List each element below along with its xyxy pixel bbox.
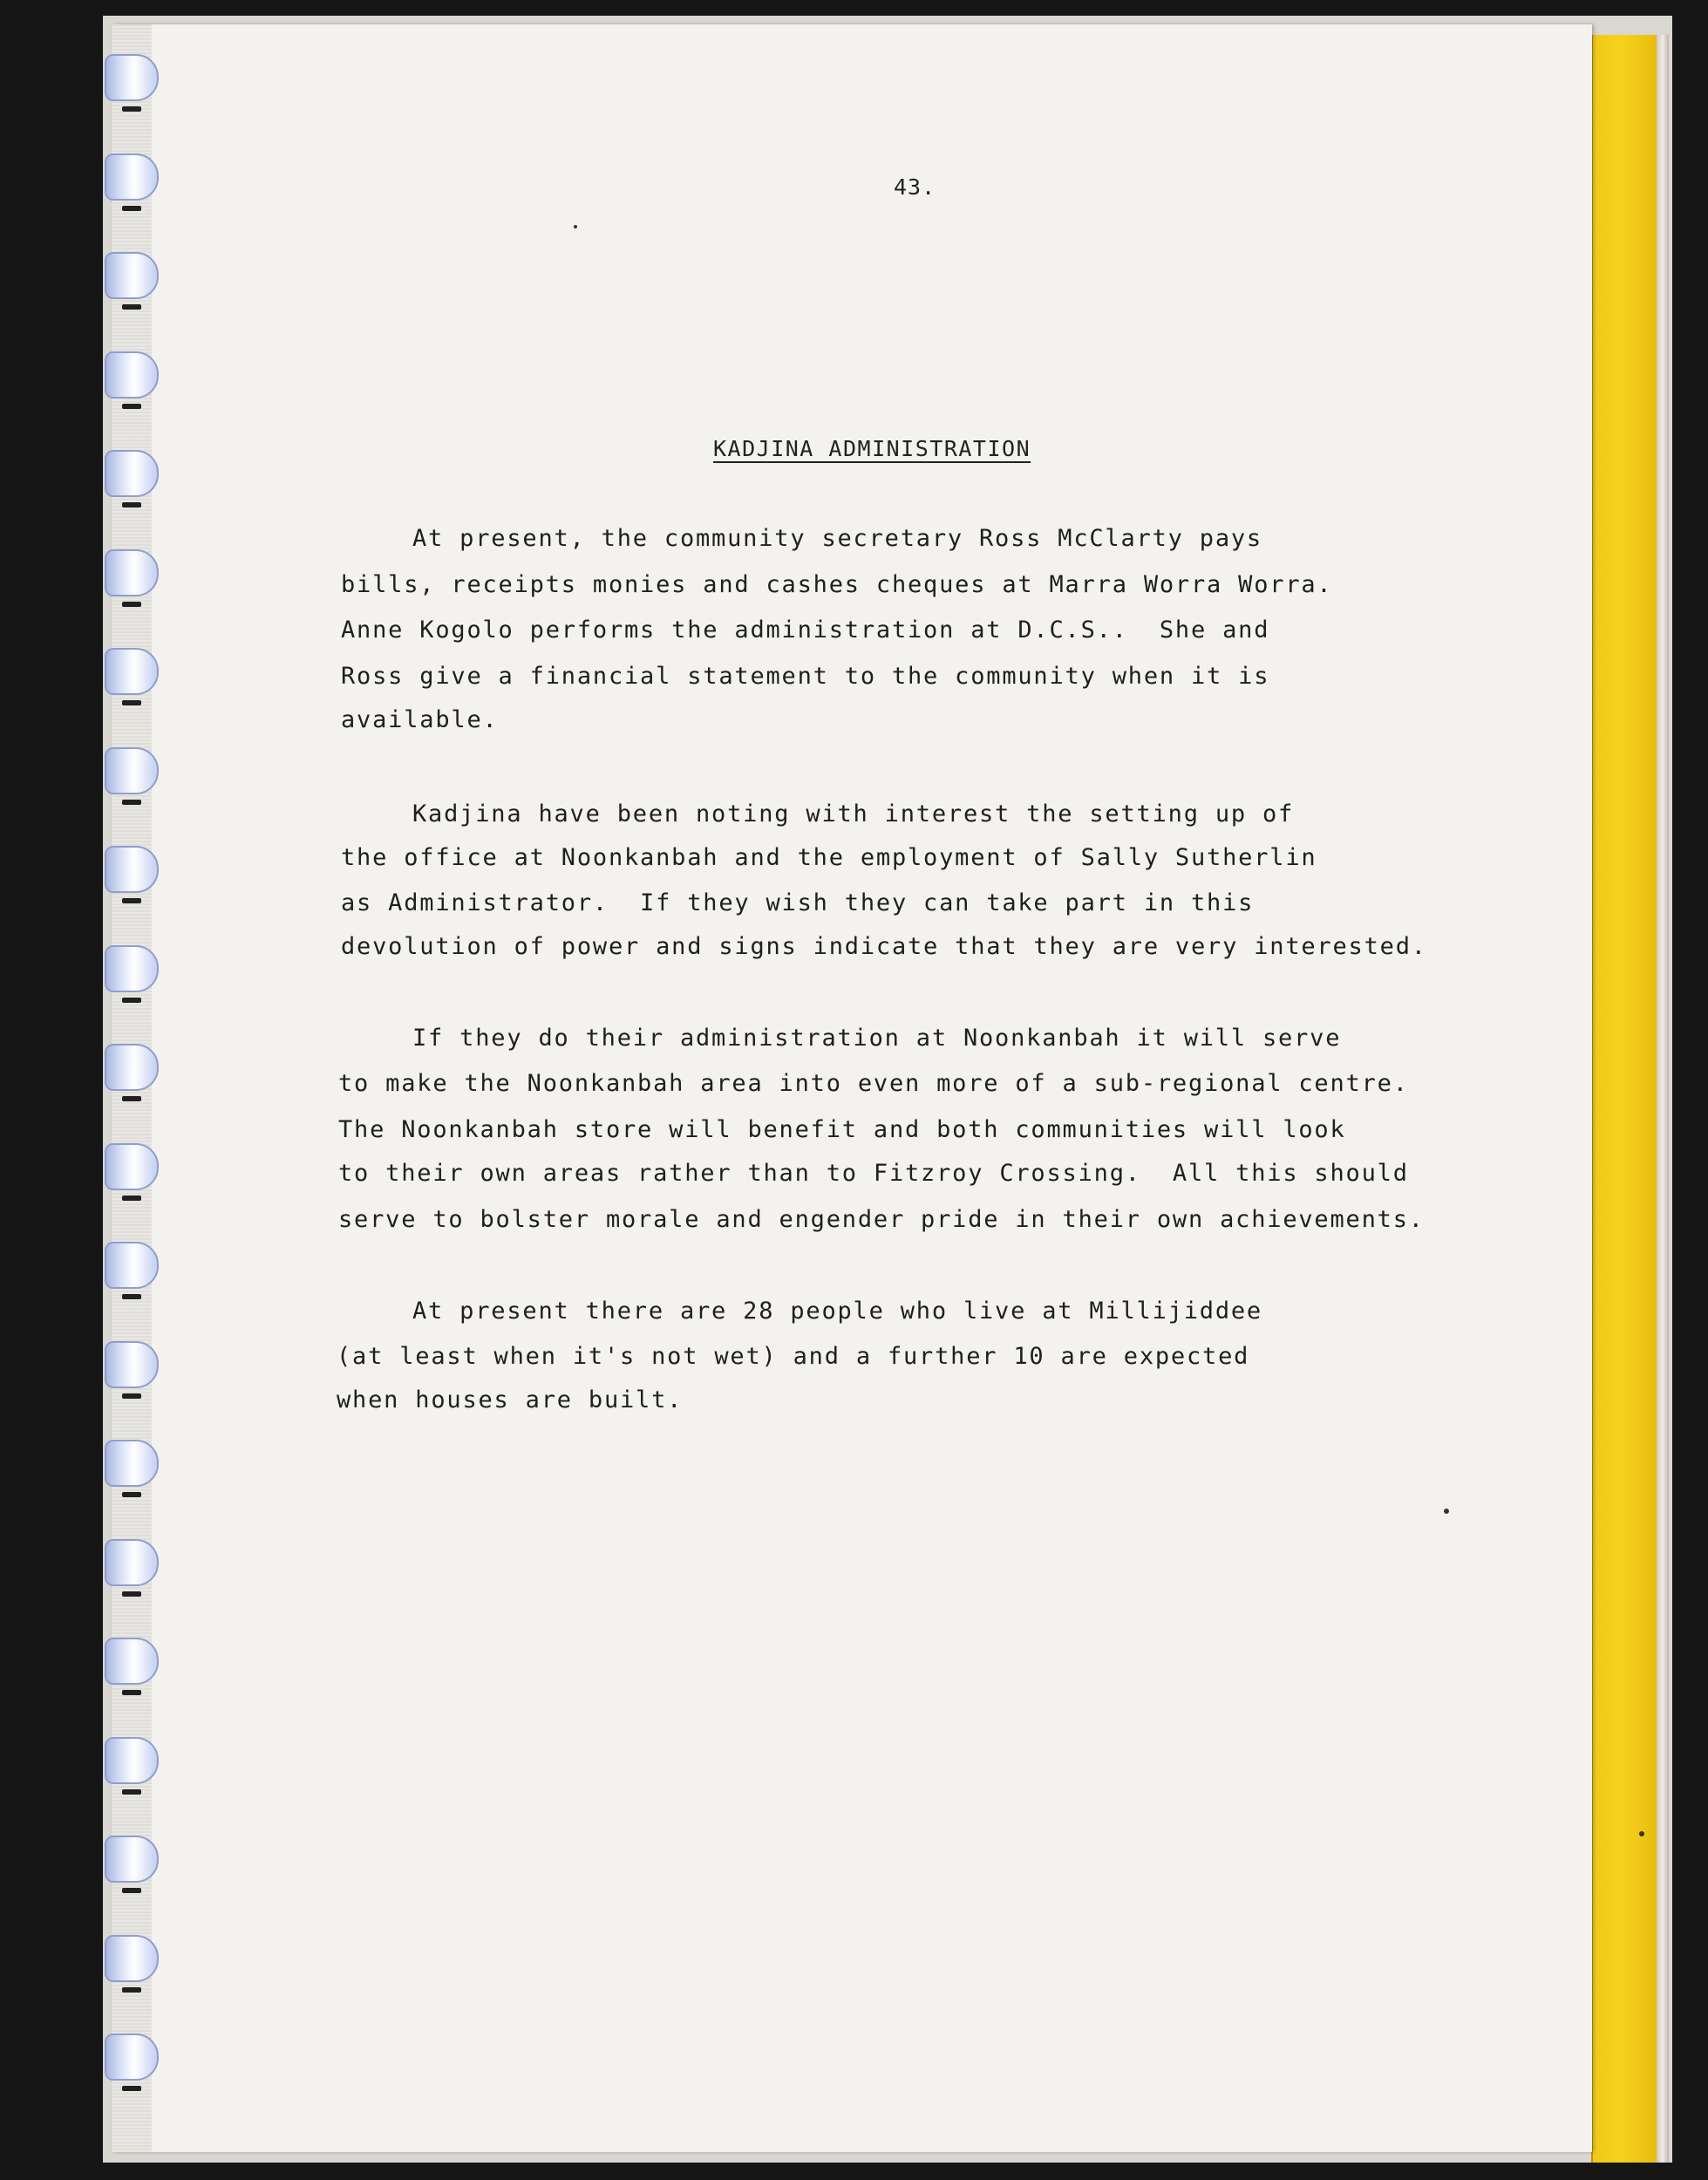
paper-speck bbox=[574, 225, 577, 228]
paragraph-3-line-4: to their own areas rather than to Fitzroy Crossing. All this should bbox=[338, 1160, 1409, 1187]
page-number: 43. bbox=[894, 174, 936, 200]
paragraph-2-line-3: as Administrator. If they wish they can take part in this bbox=[341, 889, 1255, 916]
paragraph-4-line-2: (at least when it's not wet) and a further 10 are expected bbox=[337, 1343, 1250, 1370]
paragraph-1-line-2: bills, receipts monies and cashes cheques at Marra Worra Worra. bbox=[341, 571, 1333, 598]
paper-speck bbox=[1444, 1509, 1449, 1514]
paragraph-2-line-4: devolution of power and signs indicate that they are very interested. bbox=[341, 933, 1427, 960]
paragraph-2-line-2: the office at Noonkanbah and the employment of Sally Sutherlin bbox=[341, 844, 1317, 871]
section-heading: KADJINA ADMINISTRATION bbox=[713, 436, 1031, 461]
paragraph-1-line-3: Anne Kogolo performs the administration at D.C.S.. She and bbox=[341, 617, 1270, 644]
paragraph-3-line-3: The Noonkanbah store will benefit and both communities will look bbox=[338, 1116, 1346, 1143]
paper-speck bbox=[1639, 1831, 1644, 1836]
paragraph-4-line-3: when houses are built. bbox=[337, 1386, 684, 1414]
paragraph-4-line-1: At present there are 28 people who live at Millijiddee bbox=[412, 1298, 1262, 1325]
paragraph-1-line-5: available. bbox=[341, 706, 499, 733]
paragraph-1-line-1: At present, the community secretary Ross McClarty pays bbox=[412, 525, 1262, 552]
paragraph-3-line-5: serve to bolster morale and engender pride in their own achievements. bbox=[338, 1206, 1425, 1233]
paragraph-3-line-1: If they do their administration at Noonkanbah it will serve bbox=[412, 1025, 1342, 1052]
paragraph-1-line-4: Ross give a financial statement to the community when it is bbox=[341, 663, 1270, 690]
paragraph-2-line-1: Kadjina have been noting with interest the setting up of bbox=[412, 800, 1295, 828]
paragraph-3-line-2: to make the Noonkanbah area into even more of a sub-regional centre. bbox=[338, 1070, 1409, 1097]
